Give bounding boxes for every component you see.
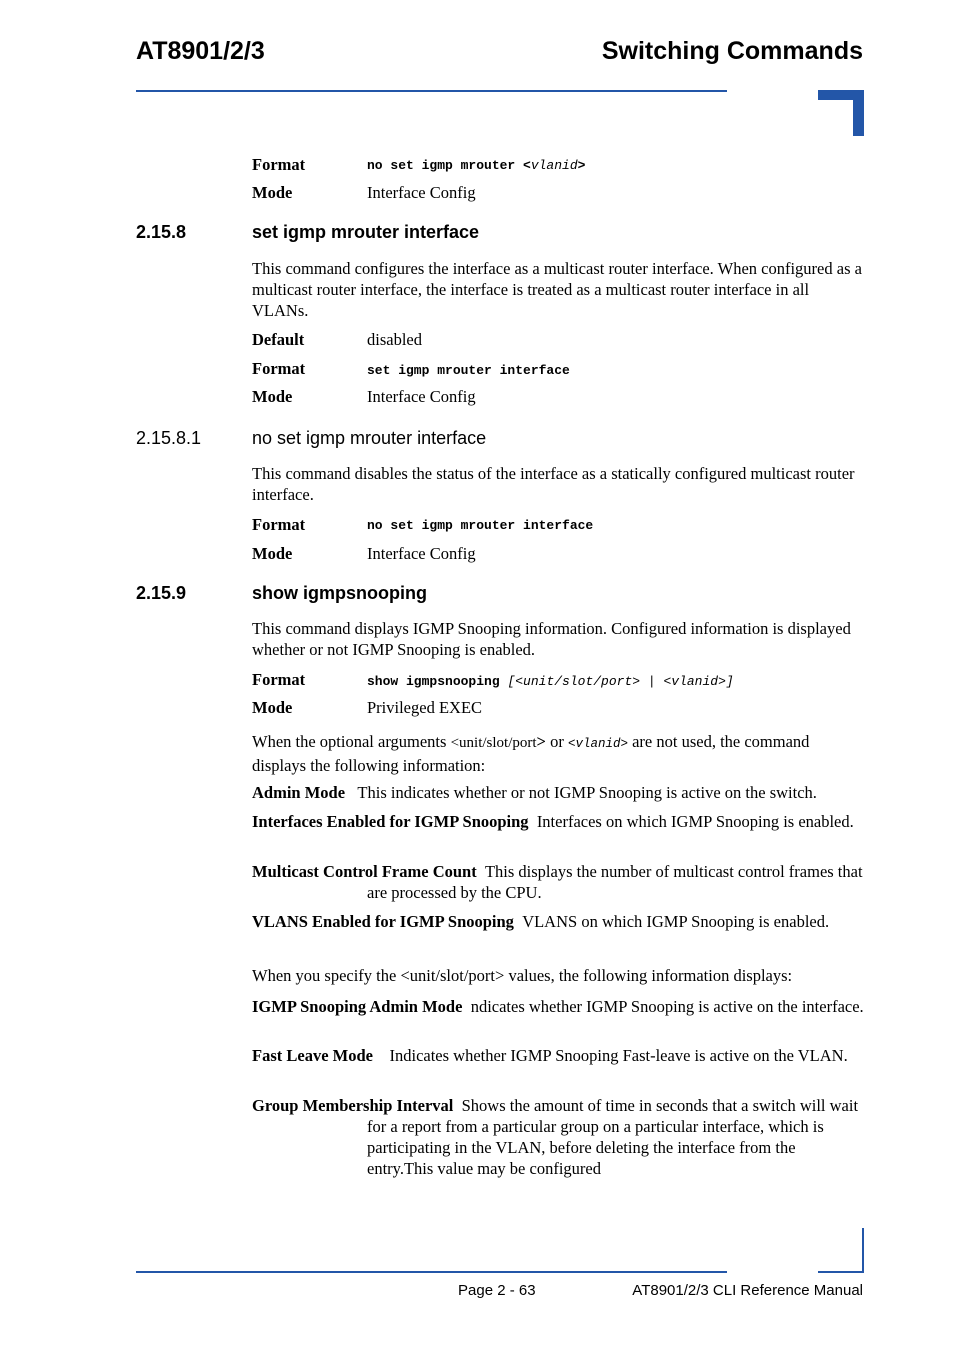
default-label: Default: [252, 330, 305, 349]
mode-value: Interface Config: [367, 544, 476, 563]
header-chapter-title: Switching Commands: [601, 37, 863, 65]
corner-mark-icon: [818, 90, 864, 136]
definition-item: VLANS Enabled for IGMP Snooping VLANS on which IGMP Snooping is enabled.: [252, 912, 830, 931]
footer-corner-rule: [818, 1271, 864, 1273]
format-arguments: [<unit/slot/port> | <vlanid>]: [507, 674, 734, 689]
section-number: 2.15.8: [136, 222, 187, 242]
subsection-number: 2.15.8.1: [136, 428, 202, 448]
port-arguments-intro: When you specify the <unit/slot/port> values, the following information displays:: [252, 966, 793, 985]
format-label: Format: [252, 515, 306, 534]
mode-label: Mode: [252, 698, 293, 717]
mode-value: Interface Config: [367, 183, 476, 202]
format-command: no set igmp mrouter interface: [367, 518, 594, 533]
optional-arguments-intro: When the optional arguments <unit/slot/port> or <vlanid> are not used, the command displays the following information:: [252, 732, 810, 775]
format-command: set igmp mrouter interface: [367, 363, 570, 378]
section-number: 2.15.9: [136, 583, 187, 603]
mode-value: Privileged EXEC: [367, 698, 483, 717]
definition-item: Group Membership Interval Shows the amount of time in seconds that a switch will wait for a report from a particular group on a particular interface, which is participating in the VLAN, before deleting the interface from the entry.This value may be configured: [252, 1096, 859, 1178]
format-label: Format: [252, 359, 306, 378]
header-product-title: AT8901/2/3: [136, 37, 265, 65]
section-description: This command displays IGMP Snooping information. Configured information is displayed whether or not IGMP Snooping is enabled.: [252, 619, 851, 659]
mode-label: Mode: [252, 387, 293, 406]
default-value: disabled: [367, 330, 422, 349]
subsection-title: no set igmp mrouter interface: [252, 428, 487, 448]
footer-corner-mark: [862, 1228, 864, 1273]
footer-rule: [136, 1271, 727, 1273]
mode-label: Mode: [252, 544, 293, 563]
mode-label: Mode: [252, 183, 293, 202]
definition-item: Admin Mode This indicates whether or not IGMP Snooping is active on the switch.: [252, 783, 817, 802]
subsection-description: This command disables the status of the interface as a statically configured multicast router interface.: [252, 464, 855, 504]
header-rule: [136, 90, 727, 92]
definition-item: Multicast Control Frame Count This displays the number of multicast control frames that are processed by the CPU.: [252, 862, 863, 902]
format-command: show igmpsnooping [<unit/slot/port> | <vlanid>]: [367, 674, 734, 689]
format-command: no set igmp mrouter <vlanid>: [367, 158, 586, 173]
definition-item: Fast Leave Mode Indicates whether IGMP Snooping Fast-leave is active on the VLAN.: [252, 1046, 848, 1065]
mode-value: Interface Config: [367, 387, 476, 406]
format-label: Format: [252, 670, 306, 689]
manual-title: AT8901/2/3 CLI Reference Manual: [632, 1282, 863, 1299]
section-title: show igmpsnooping: [252, 583, 427, 603]
section-title: set igmp mrouter interface: [252, 222, 480, 242]
page-number: Page 2 - 63: [458, 1282, 536, 1299]
section-description: This command configures the interface as a multicast router interface. When configured as a multicast router interface, the interface is treated as a multicast router interface in all VLANs.: [252, 259, 862, 320]
format-label: Format: [252, 155, 306, 174]
definition-item: Interfaces Enabled for IGMP Snooping Interfaces on which IGMP Snooping is enabled.: [252, 812, 854, 831]
definition-item: IGMP Snooping Admin Mode ndicates whether IGMP Snooping is active on the interface.: [252, 997, 864, 1016]
